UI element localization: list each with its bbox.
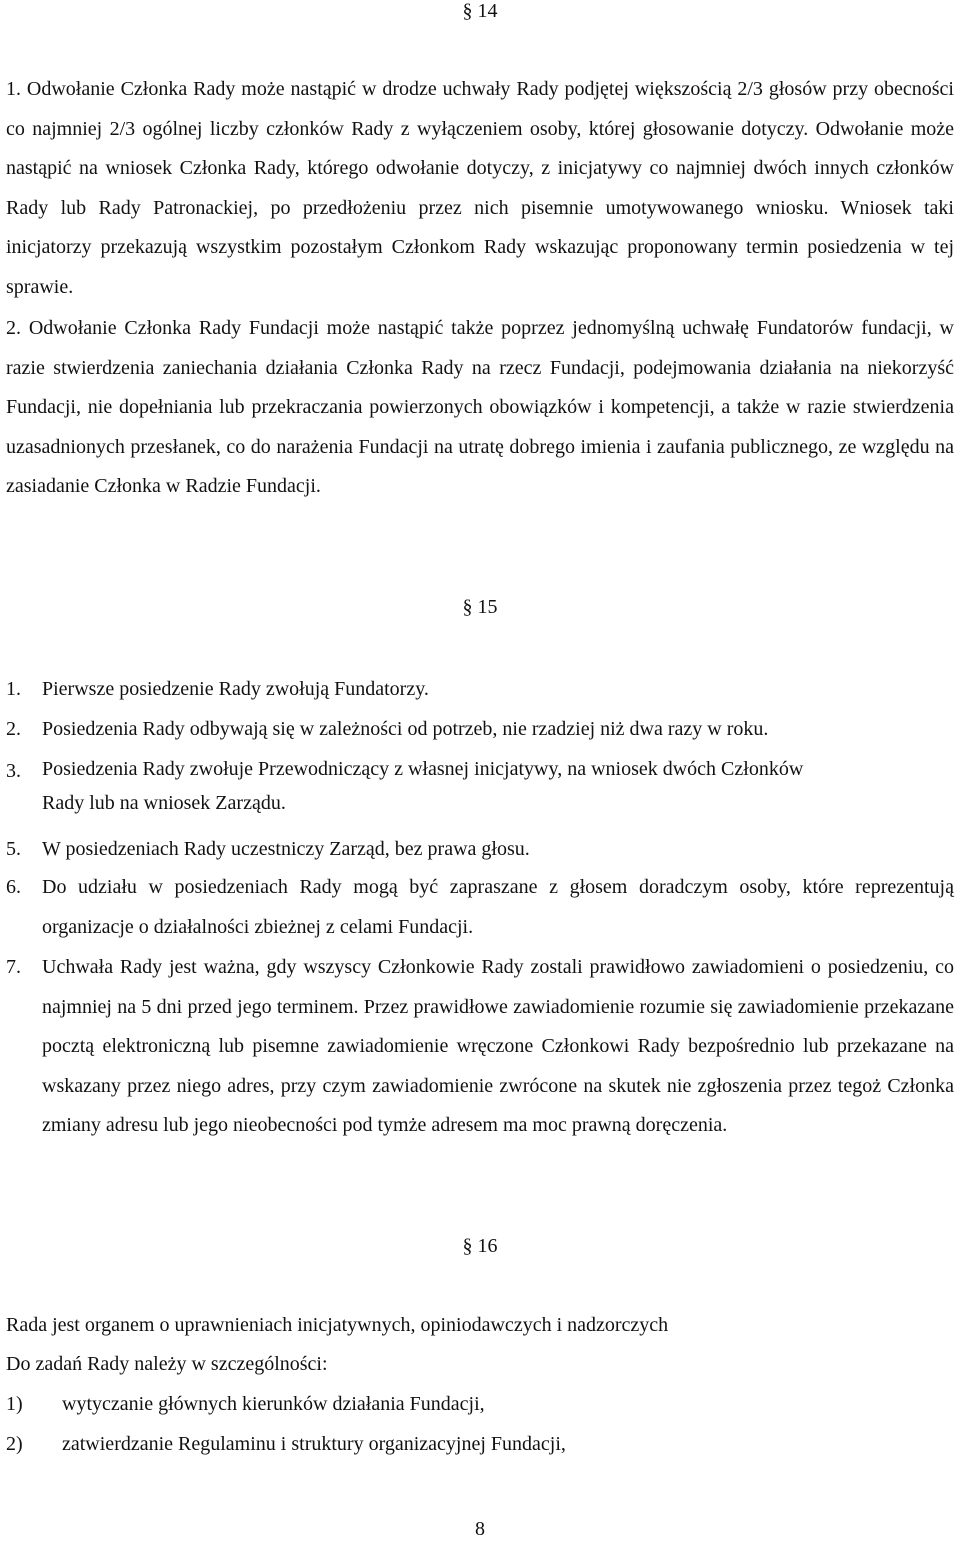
item-number: 2. bbox=[6, 718, 21, 740]
section-16-heading: § 16 bbox=[462, 1235, 498, 1257]
item-text: W posiedzeniach Rady uczestniczy Zarząd, bez prawa głosu. bbox=[42, 838, 530, 860]
item-text: Pierwsze posiedzenie Rady zwołują Fundatorzy. bbox=[42, 678, 429, 700]
item-text: Posiedzenia Rady odbywają się w zależności od potrzeb, nie rzadziej niż dwa razy w roku. bbox=[42, 718, 769, 740]
section-14-heading: § 14 bbox=[462, 0, 498, 22]
section-16-line-1: Rada jest organem o uprawnieniach inicjatywnych, opiniodawczych i nadzorczych bbox=[6, 1314, 669, 1336]
item-number: 2) bbox=[6, 1433, 23, 1455]
page-number: 8 bbox=[475, 1518, 485, 1540]
item-text: wytyczanie głównych kierunków działania Fundacji, bbox=[62, 1393, 485, 1415]
item-number: 7. bbox=[6, 956, 21, 978]
item-text: Posiedzenia Rady zwołuje Przewodniczący z własnej inicjatywy, na wniosek dwóch Członków Rady lub na wniosek Zarządu. bbox=[42, 758, 804, 814]
item-number: 1. bbox=[6, 678, 21, 700]
item-text: zatwierdzanie Regulaminu i struktury organizacyjnej Fundacji, bbox=[62, 1433, 566, 1455]
item-number: 3. bbox=[6, 760, 21, 782]
item-text: Uchwała Rady jest ważna, gdy wszyscy Członkowie Rady zostali prawidłowo zawiadomieni o posiedzeniu, co najmniej na 5 dni przed jego terminem. Przez prawidłowe zawiadomienie rozumie się zawiadomienie przekazane pocztą elektroniczną lub pisemne zawiadomienie wręczone Członkowi Rady bezpośrednio lub przekazane na wskazany przez niego adres, przy czym zawiadomienie zwrócone na skutek nie zgłoszenia przez tegoż Członka zmiany adresu lub jego nieobecności pod tymże adresem ma moc prawną doręczenia. bbox=[42, 956, 954, 1137]
item-number: 1) bbox=[6, 1393, 23, 1415]
item-number: 5. bbox=[6, 838, 21, 860]
section-15-heading: § 15 bbox=[462, 596, 498, 618]
item-number: 6. bbox=[6, 876, 21, 898]
section-14-paragraph-2: 2. Odwołanie Członka Rady Fundacji może nastąpić także poprzez jednomyślną uchwałę Fundatorów fundacji, w razie stwierdzenia zaniechania działania Członka Rady na rzecz Fundacji, podejmowania działania na niekorzyść Fundacji, nie dopełniania lub przekraczania powierzonych obowiązków i kompetencji, a także w razie stwierdzenia uzasadnionych przesłanek, co do narażenia Fundacji na utratę dobrego imienia i zaufania publicznego, ze względu na zasiadanie Członka w Radzie Fundacji. bbox=[6, 317, 954, 498]
item-text: Do udziału w posiedzeniach Rady mogą być zapraszane z głosem doradczym osoby, które reprezentują organizacje o działalności zbieżnej z celami Fundacji. bbox=[42, 876, 954, 938]
section-14-paragraph-1: 1. Odwołanie Członka Rady może nastąpić w drodze uchwały Rady podjętej większością 2/3 głosów przy obecności co najmniej 2/3 ogólnej liczby członków Rady z wyłączeniem osoby, której głosowanie dotyczy. Odwołanie może nastąpić na wniosek Członka Rady, którego odwołanie dotyczy, z inicjatywy co najmniej dwóch innych członków Rady lub Rady Patronackiej, po przedłożeniu przez nich pisemnie umotywowanego wniosku. Wniosek taki inicjatorzy przekazują wszystkim pozostałym Członkom Rady wskazując proponowany termin posiedzenia w tej sprawie. bbox=[6, 78, 954, 298]
section-16-line-2: Do zadań Rady należy w szczególności: bbox=[6, 1353, 328, 1375]
